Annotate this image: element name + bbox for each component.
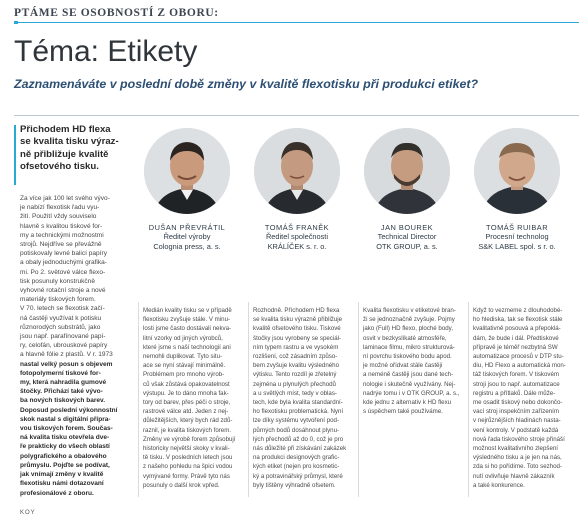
answer-line: tě tisku. V posledních letech jsou xyxy=(143,454,233,462)
answer-line: výsledného tisku a je jen na nás, xyxy=(473,454,562,462)
answer-line: nadrýe tomu i v OTK GROUP, a. s., xyxy=(363,389,460,397)
answer-line: flexotisku zvyšuje stále. V minu- xyxy=(143,316,231,324)
person-name: TOMÁŠ RUIBAR xyxy=(485,223,549,232)
answer-line: rastrové válce atd. Jeden z nej- xyxy=(143,408,229,416)
answer-line: půrných bodů dosáhnout plynu- xyxy=(253,426,340,434)
answer-line: bem zvyšuje kvalitu výsledného xyxy=(253,362,340,370)
intro-line: nastal velký posun s objevem xyxy=(20,360,113,368)
answer-line: kde jednu z alternativ k HD flexu xyxy=(363,399,452,407)
answer-line: výstupu. Je to dáno mnoha fak- xyxy=(143,389,229,397)
intro-line: materiály tiskových forem. xyxy=(20,296,96,304)
person-card-3 xyxy=(355,128,459,251)
column-divider xyxy=(468,302,469,497)
column-divider xyxy=(358,302,359,497)
intro-line: flexotisku námi dotazovaní xyxy=(20,480,104,488)
intro-line: strojů. Nejdříve se převážně xyxy=(20,241,102,249)
accent-mark xyxy=(14,21,18,24)
person-role: Ředitel společnosti xyxy=(265,232,329,242)
answer-text xyxy=(253,306,357,490)
answer-line: je možné ořídvat stále častěji xyxy=(363,362,443,370)
portrait-photo xyxy=(474,128,560,214)
intro-line: ná častěji využívat k potisku xyxy=(20,314,102,322)
answer-line: raznil, je kvalita tiskových forem. xyxy=(143,426,232,434)
answer-line: registru a přítlaků. Dále může- xyxy=(473,389,556,397)
intro-line: my, která nahradila gumové xyxy=(20,379,107,387)
answer-line: Problémem pro mnoho výrob- xyxy=(143,371,225,379)
intro-line: my a technickými možnostmi xyxy=(20,231,104,239)
intro-line: Za více jak 100 let svého vývo- xyxy=(20,195,110,202)
answer-line: Rozhodně. Příchodem HD flexa xyxy=(253,307,340,314)
intro-line: ba nových tiskových barev. xyxy=(20,397,106,405)
answer-line: zejména u plynulých přechodů xyxy=(253,380,336,388)
intro-line: hlavně s kvalitou tiskové for- xyxy=(20,222,103,230)
answer-line: posunuly o další krok vpřed. xyxy=(143,481,220,489)
answer-line: a neméně častěji jsou dané tech- xyxy=(363,371,454,379)
answer-line: které jsme s naší technologií ani xyxy=(143,343,231,351)
lead-line: ofsetového tisku. xyxy=(20,161,99,173)
answer-line: přípravě je téměř nezbytná SW xyxy=(473,343,558,351)
answer-line: ho flexotisku problematická. Nyní xyxy=(253,408,344,416)
answer-line: ký a potravinářský průmysl, které xyxy=(253,472,343,480)
lead-line: Přichodem HD flexa xyxy=(20,124,111,135)
answer-line: Změny ve výrobě forem způsobují xyxy=(143,435,236,443)
answer-line: Medián kvality tisku se v případě xyxy=(143,307,232,314)
answer-line: s úspěchem také používáme. xyxy=(363,408,443,416)
person-card-2 xyxy=(245,128,349,251)
intro-line: skok nastal s digitální přípra- xyxy=(20,415,111,423)
answer-line: a také konkurence. xyxy=(473,481,525,489)
intro-line: mi. Po 2. světové válce flexo- xyxy=(20,268,106,276)
answer-line: tory od barev, přes péči o stroje, xyxy=(143,399,231,407)
answer-line: možnost kvalitativního zlepšení xyxy=(473,445,558,453)
answer-line: nologie i skutečně využívány. Nej- xyxy=(363,380,456,388)
portrait-photo xyxy=(144,128,230,214)
answer-line: nás důležité při získávání zakázek xyxy=(253,445,347,453)
answer-line: lze díky systému vytvoření pod- xyxy=(253,417,340,425)
answer-line: se kvalita tisku výrazně přibližuje xyxy=(253,316,343,324)
intro-line: žití. Použití vždy souviselo xyxy=(20,213,97,221)
answer-line: historicky největší skoky v kvali- xyxy=(143,445,230,453)
answer-line: ní povrchu tiskového bodu apod. xyxy=(363,353,452,361)
answer-line: Kvalita flexotisku v etiketové bran- xyxy=(363,307,456,314)
intro-line: ry, celofán, ubrouskové papíry xyxy=(20,342,108,350)
answer-line: ace se nyní stávají minimálně. xyxy=(143,362,226,370)
intro-line: ře prakticky do všech oblastí xyxy=(20,443,110,451)
answer-line: me osadit tiskový nebo dokončo- xyxy=(473,399,563,407)
answer-line: vymývané formy. Právě tyto nás xyxy=(143,472,230,480)
page-question: Zaznamenáváte v poslední době změny v kvalitě flexotisku při produkci etiket? xyxy=(14,77,479,91)
answer-line: táž tiskových forem. V tiskovém xyxy=(473,371,559,379)
intro-line: vyhovné rotační stroje a nové xyxy=(20,287,106,295)
intro-line: různorodých substrátů, jako xyxy=(20,323,101,331)
person-name: DUŠAN PŘEVRÁTIL xyxy=(148,223,226,232)
intro-line: průmyslu. Pojďte se podívat, xyxy=(20,461,110,469)
answer-line: nutí ovlivňuje hlavně zákazník xyxy=(473,472,555,480)
page-title: Téma: Etikety xyxy=(14,35,198,68)
lead-line: ně přibližuje kvalitě xyxy=(20,148,109,160)
answer-text xyxy=(363,306,467,416)
intro-line: polygrafického a obalového xyxy=(20,452,107,460)
answer-line: nová řada tiskového stroje přináší xyxy=(473,435,565,443)
intro-line: profesionálové z oboru. xyxy=(20,489,94,497)
answer-line: nemohli duplikovat. Tyto situ- xyxy=(143,353,223,361)
answer-line: automatizace procesů v DTP stu- xyxy=(473,353,564,361)
person-card-1 xyxy=(135,128,239,251)
intro-line: potiskovaly levné balicí papíry xyxy=(20,250,107,258)
answer-line: byly tištěny výhradně ofsetem. xyxy=(253,481,336,489)
answer-line: kvalitativně posouvá a přepoklá- xyxy=(473,325,561,333)
intro-line: Doposud poslední výkonnostní xyxy=(20,406,118,414)
answer-line: kých etiket (nejen pro kosmetic- xyxy=(253,463,340,471)
answer-text xyxy=(143,306,247,490)
answer-line: ním typem rastru a ve vysokém xyxy=(253,343,339,351)
kicker-divider xyxy=(14,22,579,23)
answer-line: kvalitě ofsetového tisku. Tiskové xyxy=(253,325,341,333)
answer-line: litní vzorky od jiných výrobců, xyxy=(143,334,223,342)
person-company: S&K LABEL spol. s r. o. xyxy=(478,241,556,251)
portrait-photo xyxy=(364,128,450,214)
column-divider xyxy=(248,302,249,497)
person-role: Procesní technolog xyxy=(485,232,549,242)
answer-line: jako (Full) HD flexo, ploché body, xyxy=(363,325,453,333)
answer-line: ců však zůstává opakovatelnost xyxy=(143,380,230,388)
person-company: Colognia press, a. s. xyxy=(153,241,221,251)
column-divider xyxy=(138,302,139,497)
person-card-4 xyxy=(465,128,569,251)
answer-line: vací stroj inspekčním zařízením xyxy=(473,408,559,416)
answer-line: Když to vezmeme z dlouhodobé- xyxy=(473,307,563,314)
person-role: Ředitel výroby xyxy=(163,232,211,242)
intro-line: V 70. letech se flexotisk začí- xyxy=(20,305,105,313)
intro-line: fotopolymerní tiskové for- xyxy=(20,369,101,377)
person-name: TOMÁŠ FRANĚK xyxy=(264,223,330,232)
answer-line: a u světlých míst, tedy v oblas- xyxy=(253,389,337,397)
answer-line: stroji jsou to např. automatizace xyxy=(473,380,560,388)
intro-line: vou tiskových forem. Součas- xyxy=(20,425,113,433)
answer-line: tech, kde byla kvalita standardní- xyxy=(253,399,343,407)
answer-line: výtisku. Tento rozdíl je zřetelný xyxy=(253,371,337,379)
answer-line: rozlišení, což zásadním způso- xyxy=(253,353,338,361)
answer-text xyxy=(473,306,577,490)
content-divider xyxy=(14,115,579,116)
person-name: JAN BOUREK xyxy=(380,223,434,232)
answer-line: důležitějších, který bych rád zdů- xyxy=(143,417,233,425)
person-company: OTK GROUP, a. s. xyxy=(376,241,438,251)
answer-line: diu, HD Flexo a automatická mon- xyxy=(473,362,566,370)
answer-line: ho hlediska, tak se flexotisk stále xyxy=(473,316,563,324)
page-footer: KOY xyxy=(20,510,36,516)
lead-accent-bar xyxy=(14,125,16,185)
answer-line: losti jsme často dostávali nekva- xyxy=(143,325,232,333)
intro-line: štočky. Přichází také vývo- xyxy=(20,388,103,396)
answer-line: lých přechodů až do 0, což je pro xyxy=(253,435,344,443)
answer-line: dám, že bude i dál. Předtiskové xyxy=(473,334,559,342)
answer-line: zda si ho pořídíme. Toto sezhod- xyxy=(473,463,562,471)
intro-line: je nabízí flexotisk řadu vyu- xyxy=(20,204,100,212)
section-kicker: PTÁME SE OSOBNOSTÍ Z OBORU: xyxy=(14,7,219,19)
intro-line: tisk posunuly konstrukčně xyxy=(20,277,95,285)
lead-paragraph xyxy=(20,124,132,174)
person-company: KRÁLÍČEK s. r. o. xyxy=(267,241,327,251)
portrait-photo xyxy=(254,128,340,214)
lead-line: se kvalita tisku výraz- xyxy=(20,136,119,148)
intro-line: a obaly jednoduchými grafika- xyxy=(20,259,107,267)
answer-line: ži se jednoznačně zvyšuje. Pojmy xyxy=(363,316,455,324)
answer-line: vení kontroly. V podstatě každá xyxy=(473,426,559,434)
intro-line: jak vnímají změny v kvalitě xyxy=(20,471,104,479)
intro-line: ná kvalita tisku otevřela dve- xyxy=(20,434,110,442)
person-role: Technical Director xyxy=(377,232,437,242)
answer-line: v nejrůznějších hladinách nasta- xyxy=(473,417,561,425)
answer-line: osvit v bezkyslíkaté atmosféře, xyxy=(363,334,447,342)
answer-line: z našeho pohledu na špici vodou xyxy=(143,463,233,471)
answer-line: na produkci designových grafic- xyxy=(253,454,340,462)
answer-line: laminace filmu, mikro strukturová- xyxy=(363,343,455,351)
intro-line: jsou např. parafínované papí- xyxy=(20,333,106,341)
answer-line: štočky jsou vyrobeny se speciál- xyxy=(253,334,342,342)
intro-line: a hlavně fólie z plastů. V r. 1973 xyxy=(20,351,113,359)
intro-text xyxy=(20,194,134,498)
